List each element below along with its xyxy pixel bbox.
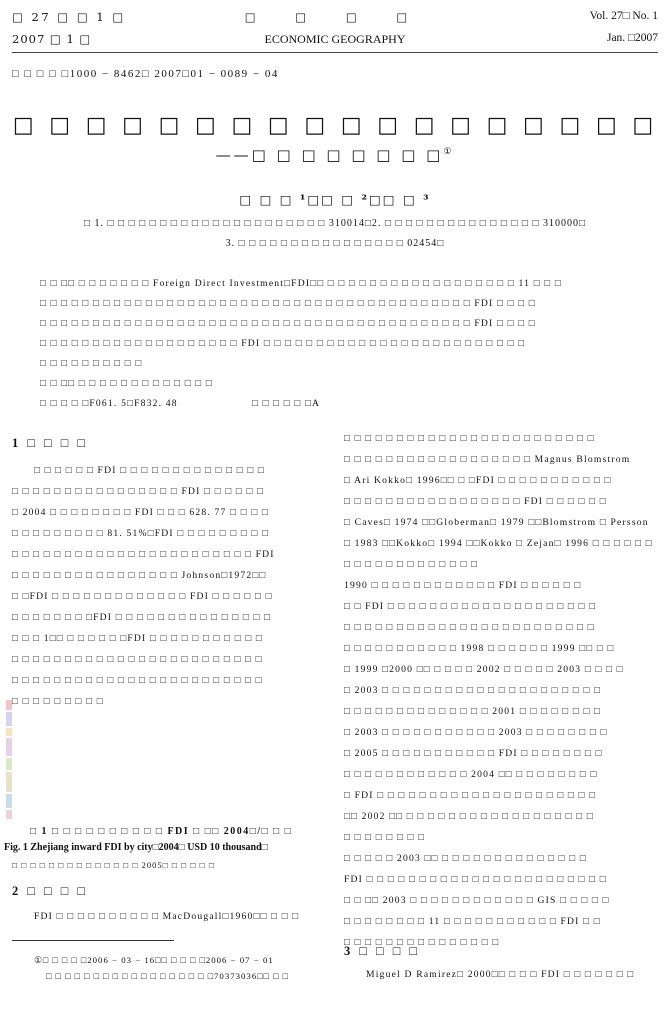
body-line: □ □ □ □ □ □ □ □ □ □ □ 1998 □ □ □ □ □ □ 1999 □□ □ □ xyxy=(344,643,615,654)
body-line: □ 2003 □ □ □ □ □ □ □ □ □ □ □ 2003 □ □ □ □ □ □ □ □ xyxy=(344,727,608,738)
body-line: □ □ □ □ □ □ □ □ □ □ □ □ □ □ □ □ □ □ □ □ □ □ □ □ xyxy=(12,675,263,686)
body-line: □ □ □ □ □ □ □ □ □ □ □ □ □ □ □ □ FDI □ □ □ □ □ □ xyxy=(12,486,265,497)
header-rule xyxy=(12,52,658,53)
abstract xyxy=(40,274,660,414)
map-fragment xyxy=(6,810,12,819)
keywords: □ □ □□ □ □ □ □ □ □ □ □ □ □ □ □ □ xyxy=(40,378,213,389)
body-line: □ □FDI □ □ □ □ □ □ □ □ □ □ □ □ □ FDI □ □ □ □ □ □ xyxy=(12,591,273,602)
body-line: □□ 2002 □□ □ □ □ □ □ □ □ □ □ □ □ □ □ □ □ □ □ □ xyxy=(344,811,594,822)
body-line: □ □ □ □ □ □ □ □FDI □ □ □ □ □ □ □ □ □ □ □ □ □ □ □ xyxy=(12,612,272,623)
classification-number: □ □ □ □ □F061. 5□F832. 48 xyxy=(40,398,178,409)
classification-row xyxy=(40,394,660,414)
journal-title-cn: □ □ □ □ xyxy=(244,10,426,24)
title-footnote-mark: ① xyxy=(443,147,455,157)
body-line: □ □ FDI □ □ □ □ □ □ □ □ □ □ □ □ □ □ □ □ □ □ □ □ xyxy=(344,601,597,612)
body-line: □ □ □ □ □ □ □ □ □ □ □ □ □ xyxy=(344,559,479,570)
map-fragment xyxy=(6,772,12,792)
journal-title-en: ECONOMIC GEOGRAPHY xyxy=(264,32,406,46)
body-line: □ □ □ □ □ □ □ □ □ □ □ □ □ □ □ □ □ □ □ □ □ □ □ FDI xyxy=(12,549,275,560)
map-fragment xyxy=(6,700,12,710)
body-line: FDI □ □ □ □ □ □ □ □ □ □ MacDougall□1960□□ □ □ □ xyxy=(34,911,300,922)
body-line: □ □ □ □ □ □ FDI □ □ □ □ □ □ □ □ □ □ □ □ □ □ xyxy=(34,465,265,476)
header-volume: □ 27 □ □ 1 □ xyxy=(12,10,126,24)
body-line: □ □ □ □ □ □ □ □ □ □ □ □ □ □ 2001 □ □ □ □ □ □ □ □ xyxy=(344,706,602,717)
body-line: □ □ □ □ □ □ □ □ □ □ □ □ □ □ □ □ □ □ □ □ □ □ □ □ xyxy=(12,654,263,665)
abstract-line: □ □ □ □ □ □ □ □ □ □ □ □ □ □ □ □ □ □ □ □ □ □ □ □ □ □ □ □ □ □ □ □ □ □ □ □ □ □ □ □ □ FDI □ □ □ □ xyxy=(40,298,536,309)
body-line: □ 1983 □□Kokko□ 1994 □□Kokko □ Zejan□ 1996 □ □ □ □ □ □ xyxy=(344,538,653,549)
body-line: □ Ari Kokko□ 1996□□ □ □FDI □ □ □ □ □ □ □ □ □ □ □ xyxy=(344,475,612,486)
body-line: □ FDI □ □ □ □ □ □ □ □ □ □ □ □ □ □ □ □ □ □ □ □ □ xyxy=(344,790,597,801)
header-date-en: Jan. □2007 xyxy=(606,32,658,44)
document-code: □ □ □ □ □ □A xyxy=(252,398,321,409)
author-names: □ □ □ ¹□□ □ ²□□ □ ³ xyxy=(239,192,431,207)
body-line: □ Caves□ 1974 □□Globerman□ 1979 □□Blomstrom □ Persson xyxy=(344,517,649,528)
header-volume-en: Vol. 27□ No. 1 xyxy=(589,10,658,22)
footnote-rule xyxy=(12,940,174,941)
article-id: □ □ □ □ □1000 − 8462□ 2007□01 − 0089 − 04 xyxy=(12,68,279,80)
body-line: □ □ □ □ □ □ □ □ □ □ □ □ □ □ □ xyxy=(344,937,500,948)
section-2-body xyxy=(12,906,328,927)
map-fragment xyxy=(6,728,12,736)
right-column-body xyxy=(344,428,662,953)
abstract-line: □ □ □ □ □ □ □ □ □ □ □ □ □ □ □ □ □ □ □ □ □ □ □ □ □ □ □ □ □ □ □ □ □ □ □ □ □ □ □ □ □ FDI □ □ □ □ xyxy=(40,318,536,329)
footnote-line: ①□ □ □ □ □2006 − 03 − 16□□ □ □ □ □2006 − 07 − 01 xyxy=(34,955,274,965)
body-line: 1990 □ □ □ □ □ □ □ □ □ □ □ □ FDI □ □ □ □ □ □ xyxy=(344,580,582,591)
body-line: □ 1999 □2000 □□ □ □ □ □ 2002 □ □ □ □ □ 2003 □ □ □ □ xyxy=(344,664,624,675)
body-line: □ □ □ □ □ 2003 □□ □ □ □ □ □ □ □ □ □ □ □ □ □ □ xyxy=(344,853,587,864)
body-line: □ □ □ □ □ □ □ □ □ □ □ □ □ □ □ □ Johnson□1972□□ xyxy=(12,570,267,581)
affiliation-2: 3. □ □ □ □ □ □ □ □ □ □ □ □ □ □ □ □ 02454□ xyxy=(225,238,445,249)
body-line: □ 2005 □ □ □ □ □ □ □ □ □ □ □ FDI □ □ □ □ □ □ □ □ xyxy=(344,748,603,759)
section-1-body xyxy=(12,460,328,712)
map-fragment xyxy=(6,738,12,756)
map-fragment xyxy=(6,794,12,808)
abstract-line: □ □ □ □ □ □ □ □ □ □ xyxy=(40,358,143,369)
map-fragment xyxy=(6,758,12,770)
abstract-line: □ □ □□ □ □ □ □ □ □ □ Foreign Direct Investment□FDI□□ □ □ □ □ □ □ □ □ □ □ □ □ □ □ □ □ □ □ 11 □ □ □ xyxy=(40,278,562,289)
body-line: □ □ □ □ □ □ □ □ □ 81. 51%□FDI □ □ □ □ □ □ □ □ □ xyxy=(12,528,270,539)
body-line: □ □ □□ 2003 □ □ □ □ □ □ □ □ □ □ □ □ GIS □ □ □ □ □ xyxy=(344,895,610,906)
article-subtitle xyxy=(0,146,670,164)
abstract-line: □ □ □ □ □ □ □ □ □ □ □ □ □ □ □ □ □ □ □ FDI □ □ □ □ □ □ □ □ □ □ □ □ □ □ □ □ □ □ □ □ □ □ □ □ □ xyxy=(40,338,526,349)
section-1-heading: 1 □ □ □ □ xyxy=(12,436,88,450)
body-line: □ □ □ □ □ □ □ □ □ □ □ □ □ □ □ □ □ □ □ □ □ □ □ □ xyxy=(344,433,595,444)
section-2-heading: 2 □ □ □ □ xyxy=(12,884,88,898)
body-line: □ □ □ □ □ □ □ □ □ □ □ □ □ □ □ □ □ □ Magnus Blomstrom xyxy=(344,454,631,465)
figure-1-caption-en: Fig. 1 Zhejiang inward FDI by city□2004□ USD 10 thousand□ xyxy=(4,842,268,853)
body-line: □ □ □ □ □ □ □ □ xyxy=(344,832,426,843)
article-subtitle-text: ——□ □ □ □ □ □ □ □ xyxy=(215,146,444,164)
section-3-heading: 3 □ □ □ □ xyxy=(344,944,420,958)
body-line: □ □ □ □ □ □ □ □ □ □ □ □ 2004 □□ □ □ □ □ □ □ □ □ xyxy=(344,769,598,780)
footnote-line: □ □ □ □ □ □ □ □ □ □ □ □ □ □ □ □ □ □70373036□□ □ □ xyxy=(46,971,289,981)
figure-1-caption-cn: □ 1 □ □ □ □ □ □ □ □ □ □ FDI □ □□ 2004□/□ □ □ xyxy=(30,826,293,837)
figure-1-source: □ □ □ □ □ □ □ □ □ □ □ □ □ □ 2005□ □ □ □ □ □ xyxy=(12,860,216,870)
body-line: □ □ □ □ □ □ □ □ □ □ □ □ □ □ □ □ □ □ □ □ □ □ □ □ xyxy=(344,622,595,633)
header-date-cn: 2007 □ 1 □ xyxy=(12,32,92,46)
body-line: FDI □ □ □ □ □ □ □ □ □ □ □ □ □ □ □ □ □ □ □ □ □ □ □ xyxy=(344,874,607,885)
body-line: □ 2003 □ □ □ □ □ □ □ □ □ □ □ □ □ □ □ □ □ □ □ □ □ xyxy=(344,685,602,696)
affiliation-1: □ 1. □ □ □ □ □ □ □ □ □ □ □ □ □ □ □ □ □ □ □ □ □ 310014□2. □ □ □ □ □ □ □ □ □ □ □ □ □ □ □ 310000□ xyxy=(83,218,587,229)
article-title: □ □ □ □ □ □ □ □ □ □ □ □ □ □ □ □ □ □ xyxy=(12,112,658,138)
map-fragment xyxy=(6,712,12,726)
body-line: □ 2004 □ □ □ □ □ □ □ □ FDI □ □ □ 628. 77 □ □ □ □ xyxy=(12,507,269,518)
body-line: □ □ □ □ □ □ □ □ □ □ □ □ □ □ □ □ □ FDI □ □ □ □ □ □ xyxy=(344,496,607,507)
body-line: □ □ □ 1□□ □ □ □ □ □ □FDI □ □ □ □ □ □ □ □ □ □ □ xyxy=(12,633,263,644)
section-3-first-line: Miguel D Ramirez□ 2000□□ □ □ □ FDI □ □ □ □ □ □ □ xyxy=(366,969,635,980)
body-line: □ □ □ □ □ □ □ □ 11 □ □ □ □ □ □ □ □ □ □ □ FDI □ □ xyxy=(344,916,601,927)
figure-1-map xyxy=(6,700,16,815)
body-line: □ □ □ □ □ □ □ □ □ xyxy=(12,696,104,707)
